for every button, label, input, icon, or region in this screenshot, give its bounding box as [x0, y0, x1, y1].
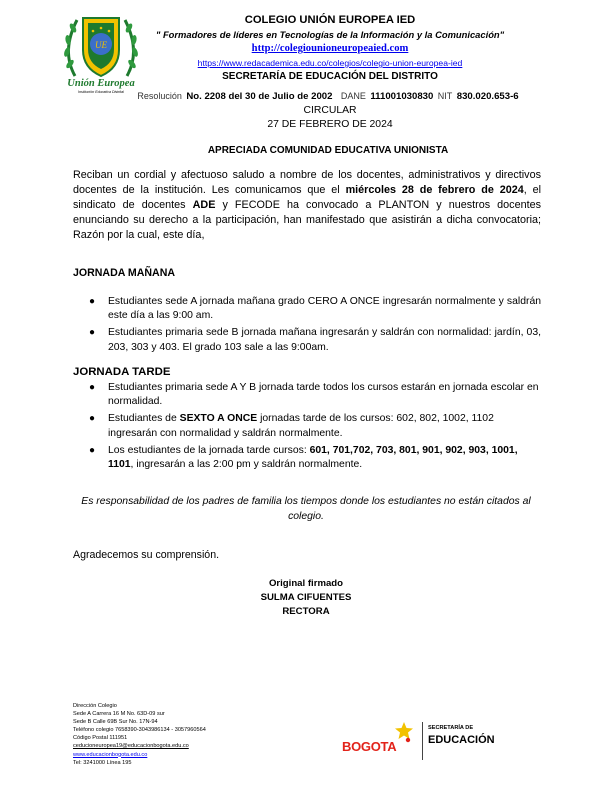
intro-ade-bold: ADE	[192, 199, 216, 211]
nit-value: 830.020.653-6	[456, 91, 519, 102]
dane-value: 111001030830	[370, 91, 434, 102]
list-item	[89, 326, 541, 354]
intro-text-2: , el sindicato de docentes	[73, 184, 541, 211]
bogota-text: BOGOTA	[342, 739, 397, 754]
sec-line-2: EDUCACIÓN	[428, 734, 495, 746]
bullet-icon: ●	[89, 327, 96, 339]
list-item-text: Estudiantes de	[108, 413, 180, 425]
signature-original: Original firmado	[268, 578, 344, 589]
signature-title: RECTORA	[282, 606, 330, 617]
jornada-manana-list	[89, 295, 541, 355]
website-link-1[interactable]: http://colegiounioneuropeaied.com	[251, 43, 409, 54]
circular-date: 27 DE FEBRERO DE 2024	[267, 119, 393, 130]
logo-text: Unión Europea	[67, 78, 135, 89]
footer-contact	[73, 702, 206, 767]
school-name: COLEGIO UNIÓN EUROPEA IED	[244, 14, 416, 26]
list-item	[89, 381, 541, 409]
svg-text:UE: UE	[95, 40, 107, 50]
intro-text-3: y FECODE ha convocado a PLANTON y nuestros docentes enunciando su derecho a la participación, han manifestado que asistirán a dicha convocatoria; Razón por la cual, este día,	[73, 199, 541, 241]
bogota-logo	[342, 722, 422, 760]
footer-tel: Tel: 3241000 Línea 195	[73, 759, 132, 766]
intro-text-1: Reciban un cordial y afectuoso saludo a nombre de los docentes, administrativos y directivos docentes de la institución. Les comunicamos que el	[73, 169, 541, 196]
footer-email-link[interactable]: ceducioneuropea19@educacionbogota.edu.co	[73, 743, 189, 750]
footer-address-title: Dirección Colegio	[73, 703, 117, 709]
list-item-bold: 601, 701,702, 703, 801, 901, 902, 903, 1001, 1101	[108, 444, 518, 471]
responsibility-note: Es responsabilidad de los padres de familia los tiempos donde los estudiantes no están citados al colegio.	[81, 496, 531, 522]
list-item	[89, 412, 541, 440]
list-item-text: Estudiantes primaria sede A Y B jornada tarde todos los cursos estarán en jornada escolar en normalidad.	[108, 382, 539, 408]
sec-line-1: SECRETARÍA DE	[428, 725, 474, 731]
list-item-text: Los estudiantes de la jornada tarde cursos:	[108, 444, 310, 456]
jornada-tarde-list	[89, 381, 541, 472]
secretaria-educacion-logo	[428, 725, 495, 746]
resolucion-label: Resolución	[137, 91, 182, 101]
secretaria-title: SECRETARÍA DE EDUCACIÓN DEL DISTRITO	[222, 71, 438, 82]
bullet-icon: ●	[89, 413, 96, 425]
bullet-icon: ●	[89, 296, 96, 307]
school-motto: " Formadores de líderes en Tecnologías de la Información y la Comunicación"	[155, 29, 505, 40]
circular-label: CIRCULAR	[303, 105, 357, 116]
intro-date-bold: miércoles 28 de febrero de 2024	[345, 184, 524, 196]
list-item-text: Estudiantes primaria sede B jornada mañana ingresarán y saldrán con normalidad: jardín, 03, 203, 303 y 403. El grado 103 sale a las 9:00am.	[108, 327, 541, 353]
salutation: APRECIADA COMUNIDAD EDUCATIVA UNIONISTA	[207, 145, 449, 156]
jornada-manana-title: JORNADA MAÑANA	[73, 267, 176, 279]
list-item-bold: SEXTO A ONCE	[179, 413, 258, 425]
bullet-icon: ●	[89, 382, 96, 393]
footer-web-link[interactable]: www.educacionbogota.edu.co	[73, 751, 148, 758]
logo-subtext: Institución Educativa Distrital	[78, 90, 124, 94]
list-item-text: , ingresarán a las 2:00 pm y saldrán normalmente.	[130, 459, 363, 471]
list-item	[89, 444, 541, 472]
list-item-text: jornadas tarde de los cursos: 602, 802, 1002, 1102 ingresarán con normalidad y saldrán normalmente.	[108, 413, 494, 439]
bullet-icon: ●	[89, 444, 96, 456]
list-item	[89, 295, 541, 323]
intro-paragraph	[73, 168, 541, 243]
jornada-tarde-title: JORNADA TARDE	[73, 366, 171, 378]
resolucion-line	[98, 86, 558, 104]
nit-label: NIT	[437, 91, 453, 101]
footer-postal: Código Postal 111951	[73, 735, 128, 742]
website-link-2[interactable]: https://www.redacademica.edu.co/colegios/colegio-union-europea-ied	[197, 58, 463, 68]
footer-divider	[422, 722, 423, 760]
footer-sede-b: Sede B Calle 69B Sur No. 17N-94	[73, 719, 158, 726]
signature-name: SULMA CIFUENTES	[260, 592, 352, 603]
resolucion-value: No. 2208 del 30 de Julio de 2002	[186, 91, 333, 102]
closing-text: Agradecemos su comprensión.	[73, 549, 220, 561]
dane-label: DANE	[340, 91, 366, 101]
list-item-text: Estudiantes sede A jornada mañana grado CERO A ONCE ingresarán normalmente y saldrán este día a las 9:00 am.	[108, 296, 541, 322]
footer-sede-a: Sede A Carrera 16 M No. 63D-09 sur	[73, 711, 165, 718]
footer-phone: Teléfono colegio 7658390-3043986134 - 3057960564	[73, 727, 206, 734]
